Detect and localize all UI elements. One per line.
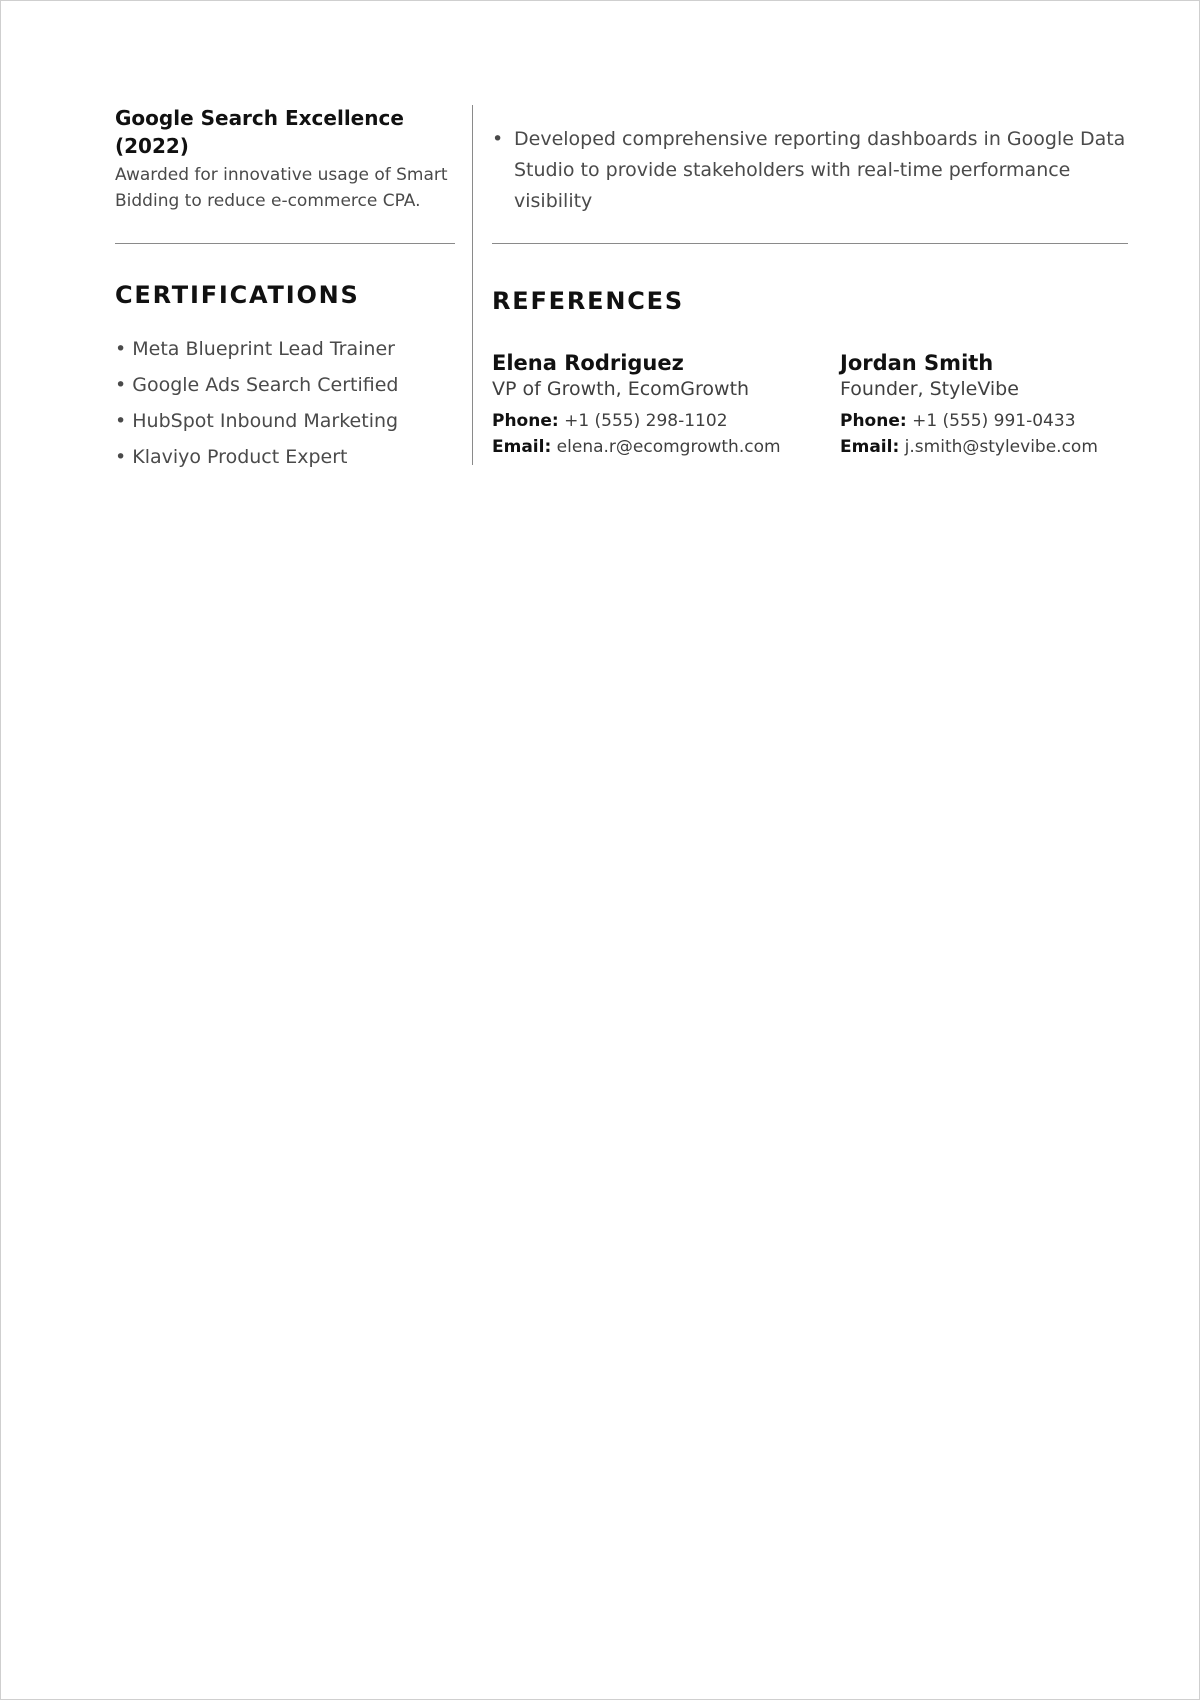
awards-section xyxy=(115,104,455,214)
certification-item: • Klaviyo Product Expert xyxy=(115,446,348,468)
reference-email: elena.r@ecomgrowth.com xyxy=(556,437,781,457)
phone-label: Phone: xyxy=(840,411,907,431)
reference-email: j.smith@stylevibe.com xyxy=(904,437,1098,457)
column-divider xyxy=(472,105,473,465)
experience-bullets xyxy=(492,124,1128,217)
right-column xyxy=(492,124,1128,460)
experience-bullet-text: Developed comprehensive reporting dashboards in Google Data Studio to provide stakeholders with real-time performance visibility xyxy=(514,128,1126,212)
certification-item: • Meta Blueprint Lead Trainer xyxy=(115,338,395,360)
bullet-icon: • xyxy=(492,128,504,150)
reference-card-elena xyxy=(492,350,840,460)
award-title: Google Search Excellence (2022) xyxy=(115,106,404,158)
email-label: Email: xyxy=(492,437,552,457)
phone-label: Phone: xyxy=(492,411,559,431)
certifications-section xyxy=(115,280,455,468)
certification-item: • HubSpot Inbound Marketing xyxy=(115,410,399,432)
reference-phone: +1 (555) 991-0433 xyxy=(912,411,1076,431)
reference-role: Founder, StyleVibe xyxy=(840,378,1019,400)
reference-card-jordan xyxy=(840,350,1128,460)
experience-bullet xyxy=(492,124,1132,217)
right-section-divider xyxy=(492,243,1128,244)
left-section-divider xyxy=(115,243,455,244)
certification-item: • Google Ads Search Certified xyxy=(115,374,399,396)
reference-name: Elena Rodriguez xyxy=(492,351,684,375)
reference-role: VP of Growth, EcomGrowth xyxy=(492,378,750,400)
award-description: Awarded for innovative usage of Smart Bidding to reduce e-commerce CPA. xyxy=(115,165,448,211)
reference-phone-line xyxy=(840,408,1128,434)
references-section xyxy=(492,286,1128,460)
references-heading: REFERENCES xyxy=(492,287,684,315)
certifications-list xyxy=(115,338,455,468)
reference-email-line xyxy=(840,434,1128,460)
certifications-heading: CERTIFICATIONS xyxy=(115,281,360,309)
left-column xyxy=(115,104,455,482)
email-label: Email: xyxy=(840,437,900,457)
reference-phone: +1 (555) 298-1102 xyxy=(564,411,728,431)
references-list xyxy=(492,350,1128,460)
reference-phone-line xyxy=(492,408,840,434)
reference-name: Jordan Smith xyxy=(840,351,994,375)
experience-continuation xyxy=(492,124,1128,217)
reference-email-line xyxy=(492,434,840,460)
